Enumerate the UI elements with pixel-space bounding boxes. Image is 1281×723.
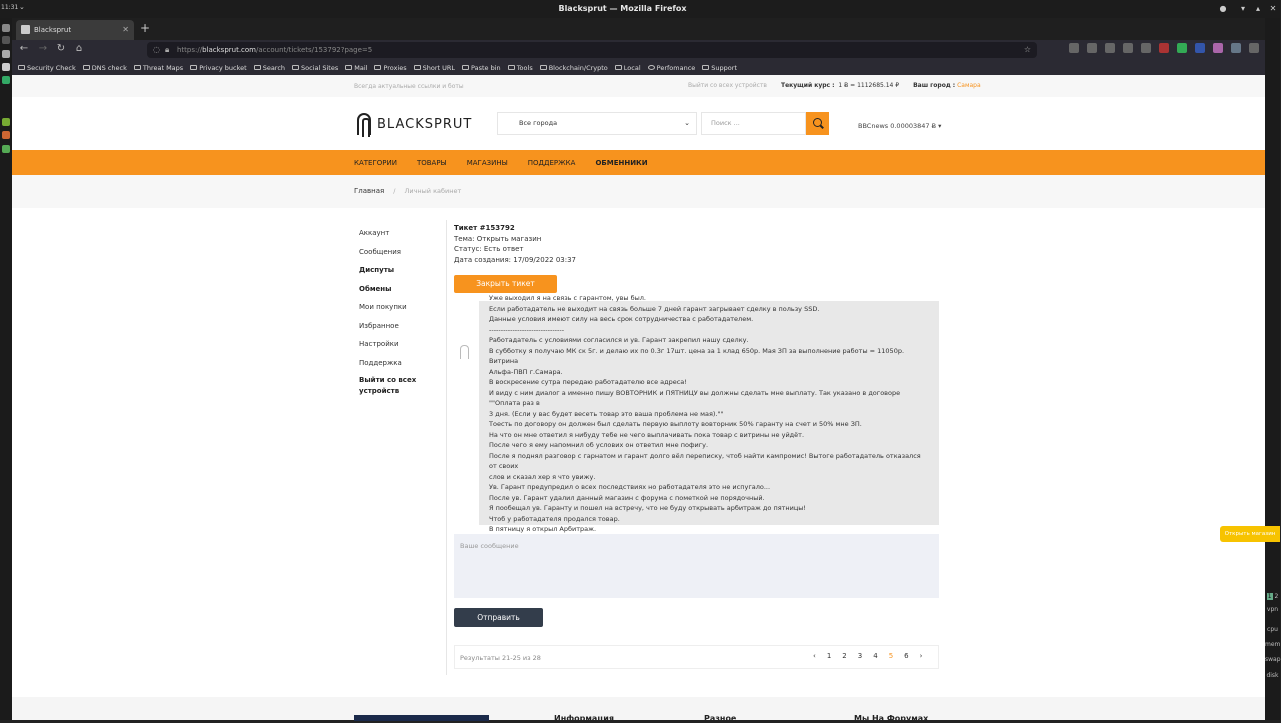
sidebar-item-support[interactable]: Поддержка bbox=[359, 358, 402, 367]
extension-icon[interactable] bbox=[1141, 43, 1151, 53]
search-button[interactable] bbox=[806, 112, 829, 135]
sidebar-item-logout-all[interactable]: Выйти со всех устройств bbox=[359, 376, 417, 395]
folder-icon bbox=[702, 65, 709, 70]
reload-icon[interactable]: ↻ bbox=[56, 43, 66, 54]
next-page-icon[interactable]: › bbox=[919, 652, 923, 660]
close-tab-icon[interactable]: ✕ bbox=[122, 25, 129, 34]
extension-icon[interactable] bbox=[1213, 43, 1223, 53]
home-icon[interactable]: ⌂ bbox=[75, 43, 83, 54]
caret-down-icon: ▾ bbox=[938, 122, 942, 130]
window-dot-icon: ● bbox=[1219, 4, 1227, 13]
bookmark-item[interactable]: Security Check bbox=[18, 64, 76, 72]
folder-icon bbox=[345, 65, 352, 70]
folder-icon bbox=[462, 65, 469, 70]
message-line: Если работадатель не выходит на связь больше 7 дней гарант загрывает сделку в пользу SSD. bbox=[489, 304, 820, 313]
chevron-down-icon[interactable]: ⌄ bbox=[19, 3, 25, 11]
message-line: Данные условия имеют силу на весь срок сотрудничества с работадателем. bbox=[489, 315, 754, 323]
ticket-theme: Тема: Открыть магазин bbox=[454, 234, 542, 243]
bookmark-item[interactable]: Blockchain/Crypto bbox=[540, 64, 608, 72]
ticket-status: Статус: Есть ответ bbox=[454, 245, 524, 253]
dock-app-icon[interactable] bbox=[2, 76, 10, 84]
close-ticket-button[interactable]: Закрыть тикет bbox=[454, 275, 557, 293]
nav-support[interactable]: ПОДДЕРЖКА bbox=[527, 158, 576, 167]
user-city[interactable]: Ваш город : Самара bbox=[913, 82, 981, 89]
message-line: 3 дня. (Если у вас будет весеть товар это ваша проблема не мая)."" bbox=[489, 409, 724, 418]
message-line: Тоесть по договору он должен был сделать первую выплоту вовторник 50% гаранту на счет и 50% мне ЗП. bbox=[489, 420, 862, 428]
dock-app-icon[interactable] bbox=[2, 36, 10, 44]
extension-icon[interactable] bbox=[1159, 43, 1169, 53]
pagination bbox=[454, 645, 939, 669]
city-select[interactable]: Все города ⌄ bbox=[497, 112, 697, 135]
exchange-rate: Текущий курс : 1 Ƀ = 1112685.14 ₽ bbox=[780, 82, 900, 89]
forward-icon[interactable]: → bbox=[38, 43, 48, 54]
dock-app-icon[interactable] bbox=[2, 24, 10, 32]
sidebar-divider bbox=[446, 220, 447, 675]
left-dock bbox=[0, 18, 12, 720]
bookmark-item[interactable]: Privacy bucket bbox=[190, 64, 247, 72]
extension-icon[interactable] bbox=[1195, 43, 1205, 53]
nav-shops[interactable]: МАГАЗИНЫ bbox=[466, 158, 508, 167]
ticket-created: Дата создания: 17/09/2022 03:37 bbox=[454, 255, 576, 264]
system-clock: 11:31 bbox=[1, 4, 19, 11]
sidebar-item-messages[interactable]: Сообщения bbox=[359, 247, 402, 256]
extension-icon[interactable] bbox=[1231, 43, 1241, 53]
bookmark-item[interactable]: Local bbox=[615, 64, 641, 72]
lock-icon[interactable]: 🔒︎ bbox=[165, 45, 170, 54]
system-top-bar bbox=[0, 0, 1280, 18]
bookmark-item[interactable]: Short URL bbox=[414, 64, 455, 72]
menu-icon[interactable] bbox=[1249, 43, 1259, 53]
message-line: -------------------------------- bbox=[489, 325, 565, 334]
prev-page-icon[interactable]: ‹ bbox=[813, 652, 816, 660]
mem-indicator: mem bbox=[1265, 641, 1281, 648]
sidebar-item-favorites[interactable]: Избранное bbox=[359, 321, 399, 330]
folder-icon bbox=[18, 65, 25, 70]
browser-tab[interactable] bbox=[16, 20, 134, 40]
shield-icon[interactable]: ◌ bbox=[153, 45, 160, 54]
message-line: Уже выходил я на связь с гарантом, увы был. bbox=[489, 294, 646, 302]
disk-indicator: disk bbox=[1266, 672, 1279, 679]
page-link[interactable]: 3 bbox=[857, 652, 863, 660]
site-tagline: Всегда актуальные ссылки и боты bbox=[354, 83, 464, 90]
message-body bbox=[489, 293, 929, 556]
swap-indicator: swap bbox=[1265, 656, 1281, 663]
sidebar-item-account[interactable]: Аккаунт bbox=[359, 229, 390, 237]
bookmarks-bar bbox=[12, 60, 1265, 75]
dock-app-icon[interactable] bbox=[2, 63, 10, 71]
footer-col-info: Информация bbox=[554, 714, 614, 723]
nav-categories[interactable]: КАТЕГОРИИ bbox=[354, 158, 397, 167]
maximize-icon[interactable]: ▴ bbox=[1255, 4, 1260, 13]
message-line: После ув. Гарант удалил данный магазин с форума с пометкой не порядочный. bbox=[489, 493, 765, 502]
close-window-icon[interactable]: ✕ bbox=[1269, 4, 1277, 13]
bookmark-item[interactable]: Perfomance bbox=[648, 64, 696, 72]
bookmark-item[interactable]: Paste bin bbox=[462, 64, 501, 72]
message-line: После я поднял разговор с гарнатом и гарант долго вёл переписку, чтоб найти кампромис! Вытоге работадатель отказался от своих bbox=[489, 451, 921, 470]
bookmark-item[interactable]: Search bbox=[254, 64, 285, 72]
message-line: И виду с ним диалог а именно пишу ВОВТОРНИК и ПЯТНИЦУ вы должны сделать мне выплату. Так указано в договоре ""Оплата раз в bbox=[489, 388, 901, 407]
site-favicon-icon bbox=[21, 25, 30, 34]
sidebar-item-exchanges[interactable]: Обмены bbox=[359, 284, 392, 293]
bookmark-item[interactable]: Threat Maps bbox=[134, 64, 183, 72]
breadcrumb-separator: / bbox=[393, 187, 396, 195]
dock-app-icon[interactable] bbox=[2, 50, 10, 58]
message-line: Работадатель с условиями согласился и ув. Гарант закрепил нашу сделку. bbox=[489, 336, 749, 344]
bookmark-item[interactable]: Support bbox=[702, 64, 737, 72]
folder-icon bbox=[292, 65, 299, 70]
back-icon[interactable]: ← bbox=[19, 43, 29, 54]
tab-title: Blacksprut bbox=[34, 26, 72, 34]
page-link-current[interactable]: 5 bbox=[888, 652, 894, 660]
top-info-strip bbox=[12, 75, 1265, 97]
dock-app-icon[interactable] bbox=[2, 145, 10, 153]
sidebar-item-disputes[interactable]: Диспуты bbox=[359, 266, 395, 274]
logo-mark-icon bbox=[357, 113, 371, 135]
extension-icon[interactable] bbox=[1177, 43, 1187, 53]
open-shop-button[interactable]: Открыть магазин bbox=[1220, 526, 1280, 542]
window-title: Blacksprut — Mozilla Firefox bbox=[558, 4, 687, 13]
folder-icon bbox=[374, 65, 381, 70]
workspace-indicator[interactable]: 1 2 bbox=[1267, 593, 1279, 600]
browser-tab-bar bbox=[12, 18, 1265, 40]
page-link[interactable]: 1 bbox=[826, 652, 832, 660]
folder-icon bbox=[254, 65, 261, 70]
page-link[interactable]: 4 bbox=[873, 652, 878, 660]
breadcrumb-current: Личный кабинет bbox=[404, 187, 462, 195]
message-line: На что он мне ответил я нибуду тебе не чего выплачивать пока товар с витрины не уйдёт. bbox=[489, 430, 805, 439]
message-line: Альфа-ПВП г.Самара. bbox=[489, 367, 563, 376]
firefox-icon[interactable] bbox=[2, 131, 10, 139]
account-sidebar bbox=[359, 227, 439, 394]
ticket-title: Тикет #153792 bbox=[454, 224, 515, 232]
bookmark-star-icon[interactable]: ☆ bbox=[1023, 45, 1031, 54]
send-button[interactable]: Отправить bbox=[454, 608, 543, 627]
site-footer bbox=[12, 697, 1265, 723]
site-header bbox=[12, 97, 1265, 150]
sidebar-item-purchases[interactable]: Мои покупки bbox=[359, 303, 407, 311]
folder-icon bbox=[615, 65, 622, 70]
url-path: /account/tickets/153792?page=5 bbox=[256, 46, 373, 54]
right-status-dock bbox=[1265, 18, 1280, 720]
footer-col-forums: Мы На Форумах bbox=[854, 714, 929, 723]
pocket-icon[interactable] bbox=[1069, 43, 1079, 53]
nav-exchangers[interactable]: ОБМЕННИКИ bbox=[595, 158, 648, 167]
extension-icon[interactable] bbox=[1105, 43, 1115, 53]
bookmark-item[interactable]: Mail bbox=[345, 64, 367, 72]
footer-banner bbox=[354, 715, 489, 721]
ticket-message[interactable] bbox=[479, 294, 939, 533]
dock-app-icon[interactable] bbox=[2, 118, 10, 126]
footer-col-misc: Разное bbox=[704, 714, 737, 723]
bookmark-item[interactable]: DNS check bbox=[83, 64, 127, 72]
minimize-icon[interactable]: ▾ bbox=[1240, 4, 1245, 13]
message-line: Я пообещал ув. Гаранту и пошел на встречу, что не буду открывать арбитраж до пятницы! bbox=[489, 504, 807, 512]
results-count: Результаты 21-25 из 28 bbox=[460, 654, 541, 662]
ticket-info bbox=[454, 223, 576, 265]
message-line: В субботку я получаю МК ск 5г. и делаю их по 0.3г 17шт. цена за 1 клад 650р. Мая ЗП за выполнение работы = 11050р. Витрина bbox=[489, 346, 905, 365]
folder-icon bbox=[414, 65, 421, 70]
message-line: В пятницу я открыл Арбитраж. bbox=[489, 525, 597, 533]
url-scheme: https:// bbox=[177, 46, 203, 54]
message-line: Чтоб у работадателя продался товар. bbox=[489, 514, 620, 523]
vpn-indicator: vpn bbox=[1266, 606, 1279, 613]
page-link[interactable]: 6 bbox=[904, 652, 909, 660]
folder-icon bbox=[83, 65, 90, 70]
url-bar[interactable] bbox=[147, 42, 1037, 58]
support-avatar-icon bbox=[460, 345, 469, 359]
sidebar-item-settings[interactable]: Настройки bbox=[359, 340, 399, 348]
message-line: слов и сказал хер я что увижу. bbox=[489, 472, 596, 481]
extension-toolbar bbox=[1069, 43, 1259, 57]
perfomance-icon bbox=[648, 65, 655, 70]
bookmark-item[interactable]: Proxies bbox=[374, 64, 406, 72]
tools-icon[interactable] bbox=[1123, 43, 1133, 53]
folder-icon bbox=[134, 65, 141, 70]
breadcrumb bbox=[12, 175, 1265, 208]
bookmark-item[interactable]: Social Sites bbox=[292, 64, 338, 72]
wallet-balance[interactable]: BBCnews 0.00003847 Ƀ ▾ bbox=[858, 122, 942, 130]
browser-nav-bar bbox=[12, 40, 1265, 60]
logout-all-link[interactable]: Выйти со всех устройств bbox=[688, 82, 767, 89]
message-line: Ув. Гарант предупредил о всех последствиях но работадателя это не испугало... bbox=[489, 483, 771, 491]
message-line: В воскресение сутра передаю работадателю все адреса! bbox=[489, 378, 687, 386]
message-line: После чего я ему напомнил об услових он ответил мне пофигу. bbox=[489, 441, 709, 449]
bookmark-item[interactable]: Tools bbox=[508, 64, 533, 72]
search-input[interactable]: Поиск ... bbox=[701, 112, 806, 135]
page-link[interactable]: 2 bbox=[842, 652, 847, 660]
cpu-indicator: cpu bbox=[1267, 626, 1278, 633]
new-tab-icon[interactable]: + bbox=[140, 21, 151, 35]
nav-products[interactable]: ТОВАРЫ bbox=[416, 158, 447, 167]
folder-icon bbox=[540, 65, 547, 70]
folder-icon bbox=[190, 65, 197, 70]
chevron-down-icon: ⌄ bbox=[684, 119, 690, 127]
url-host: blacksprut.com bbox=[202, 46, 256, 54]
folder-icon bbox=[508, 65, 515, 70]
breadcrumb-home[interactable]: Главная bbox=[354, 187, 385, 195]
history-icon[interactable] bbox=[1087, 43, 1097, 53]
site-logo[interactable]: BLACKSPRUT bbox=[357, 113, 472, 135]
reply-textarea[interactable]: Ваше сообщение bbox=[454, 534, 939, 598]
main-navigation bbox=[12, 150, 1265, 175]
